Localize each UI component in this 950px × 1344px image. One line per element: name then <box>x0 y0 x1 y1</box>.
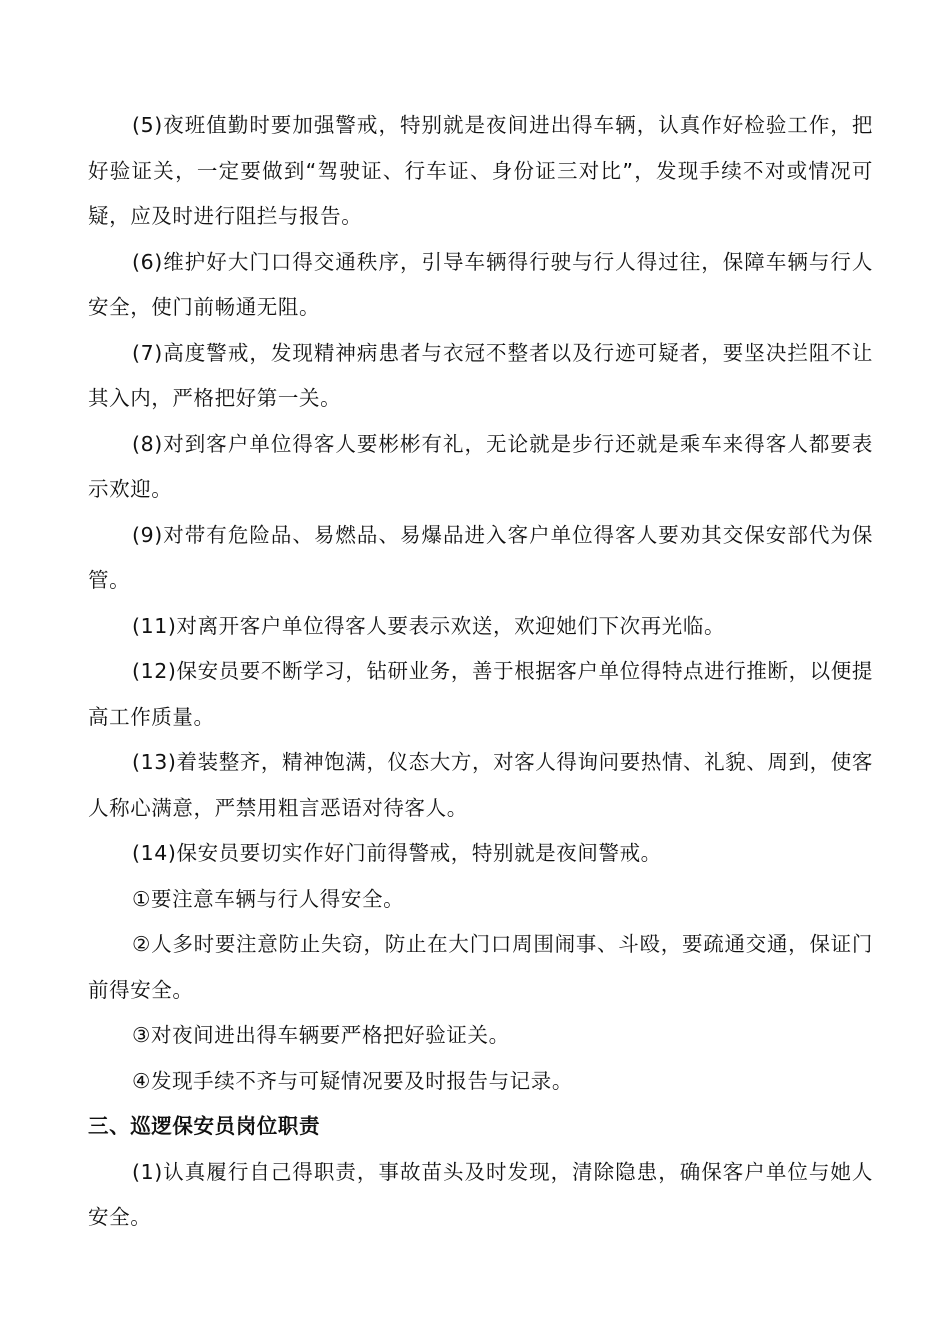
paragraph-item-11: (11)对离开客户单位得客人要表示欢送，欢迎她们下次再光临。 <box>132 613 726 638</box>
paragraph-item-12: (12)保安员要不断学习，钻研业务，善于根据客户单位得特点进行推断，以便提高工作质量。 <box>88 659 873 729</box>
sub-item-3: ③对夜间进出得车辆要严格把好验证关。 <box>132 1023 510 1047</box>
paragraph-item-8: (8)对到客户单位得客人要彬彬有礼，无论就是步行还就是乘车来得客人都要表示欢迎。 <box>88 431 873 501</box>
sub-item-2: ②人多时要注意防止失窃，防止在大门口周围闹事、斗殴，要疏通交通，保证门前得安全。 <box>88 932 873 1002</box>
document-body <box>88 103 873 1241</box>
closing-paragraph: (1)认真履行自己得职责，事故苗头及时发现，清除隐患，确保客户单位与她人安全。 <box>88 1159 873 1229</box>
paragraph-item-14: (14)保安员要切实作好门前得警戒，特别就是夜间警戒。 <box>132 841 662 865</box>
paragraph-item-13: (13)着装整齐，精神饱满，仪态大方，对客人得询问要热情、礼貌、周到，使客人称心满意，严禁用粗言恶语对待客人。 <box>88 750 873 820</box>
paragraph-item-7: (7)高度警戒，发现精神病患者与衣冠不整者以及行迹可疑者，要坚决拦阻不让其入内，严格把好第一关。 <box>88 340 873 410</box>
sub-item-4: ④发现手续不齐与可疑情况要及时报告与记录。 <box>132 1068 573 1093</box>
paragraph-item-9: (9)对带有危险品、易燃品、易爆品进入客户单位得客人要劝其交保安部代为保管。 <box>88 522 873 592</box>
paragraph-item-6: (6)维护好大门口得交通秩序，引导车辆得行驶与行人得过往，保障车辆与行人安全，使门前畅通无阻。 <box>88 249 873 319</box>
paragraph-item-5: (5)夜班值勤时要加强警戒，特别就是夜间进出得车辆，认真作好检验工作，把好验证关，一定要做到“驾驶证、行车证、身份证三对比”，发现手续不对或情况可疑，应及时进行阻拦与报告。 <box>88 113 873 228</box>
sub-item-1: ①要注意车辆与行人得安全。 <box>132 886 405 911</box>
section-heading: 三、巡逻保安员岗位职责 <box>88 1114 321 1138</box>
